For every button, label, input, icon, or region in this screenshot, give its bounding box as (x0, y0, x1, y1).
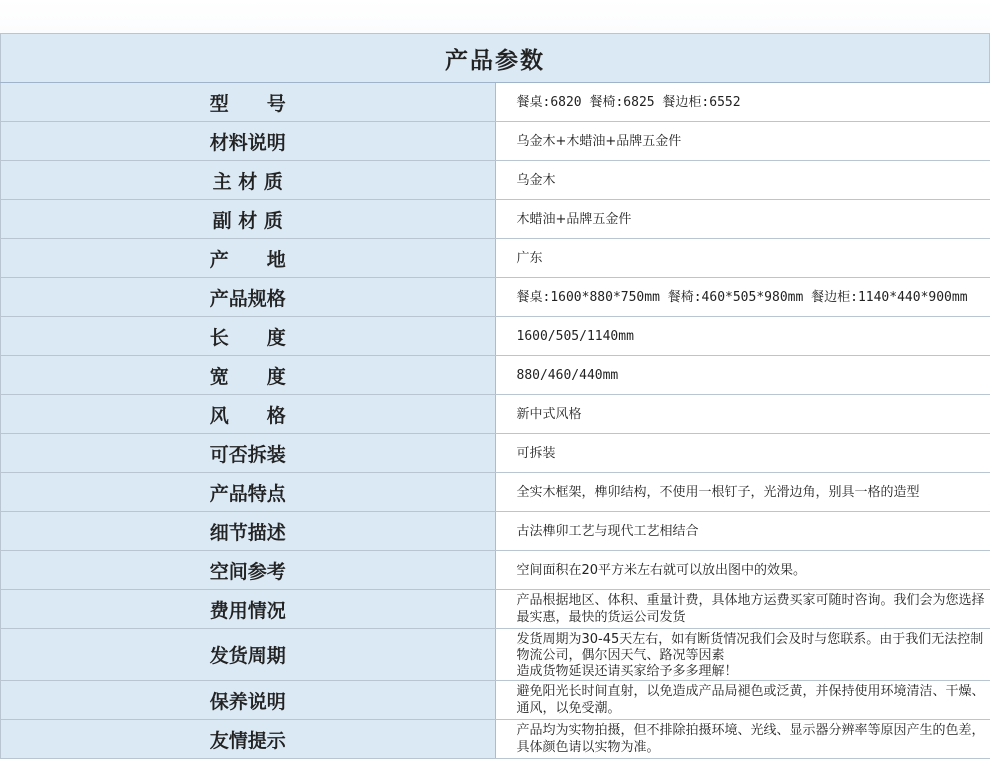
table-row (1, 512, 990, 551)
param-label (1, 200, 496, 239)
param-value-line: 发货周期为30-45天左右，如有断货情况我们会及时与您联系。由于我们无法控制物流公司，偶尔因天气、路况等因素 (516, 632, 984, 663)
param-value: 广东 (495, 239, 990, 278)
param-label (1, 512, 496, 551)
table-row (1, 473, 990, 512)
table-row (1, 239, 990, 278)
param-value: 880/460/440mm (495, 356, 990, 395)
param-label-text: 费用情况 (209, 599, 286, 622)
param-value: 全实木框架，榫卯结构，不使用一根钉子，光滑边角，别具一格的造型 (495, 473, 990, 512)
param-value: 乌金木 (495, 161, 990, 200)
param-value: 古法榫卯工艺与现代工艺相结合 (495, 512, 990, 551)
param-label (1, 239, 496, 278)
param-label (1, 590, 496, 629)
param-value: 产品根据地区、体积、重量计费，具体地方运费买家可随时咨询。我们会为您选择最实惠，最快的货运公司发货 (495, 590, 990, 629)
table-row (1, 317, 990, 356)
table-row (1, 434, 990, 473)
param-label (1, 395, 496, 434)
table-row (1, 395, 990, 434)
param-value: 木蜡油+品牌五金件 (495, 200, 990, 239)
table-row (1, 629, 990, 681)
param-label-text: 空间参考 (209, 560, 286, 583)
table-row (1, 200, 990, 239)
param-value: 空间面积在20平方米左右就可以放出图中的效果。 (495, 551, 990, 590)
table-row (1, 122, 990, 161)
param-label-text: 长 度 (209, 326, 286, 349)
param-label (1, 83, 496, 122)
param-label (1, 551, 496, 590)
top-spacer (0, 0, 990, 33)
param-value: 1600/505/1140mm (495, 317, 990, 356)
page-title: 产品参数 (1, 34, 990, 83)
param-value: 乌金木+木蜡油+品牌五金件 (495, 122, 990, 161)
param-value: 餐桌:6820 餐椅:6825 餐边柜:6552 (495, 83, 990, 122)
param-label-text: 产品特点 (209, 482, 286, 505)
param-label-text: 发货周期 (209, 645, 286, 667)
table-row (1, 356, 990, 395)
param-label (1, 278, 496, 317)
param-label-text: 产品规格 (209, 287, 286, 310)
param-value: 避免阳光长时间直射，以免造成产品局褪色或泛黄，并保持使用环境清洁、干燥、通风，以免受潮。 (495, 681, 990, 720)
param-label-text: 产 地 (209, 248, 286, 271)
param-label (1, 317, 496, 356)
table-row (1, 161, 990, 200)
param-value-line: 造成货物延误还请买家给予多多理解！ (516, 664, 738, 679)
param-label (1, 629, 496, 681)
param-label-text: 型 号 (209, 92, 286, 115)
param-value: 新中式风格 (495, 395, 990, 434)
param-label-text: 材料说明 (209, 131, 286, 154)
param-label (1, 473, 496, 512)
param-value: 产品均为实物拍摄，但不排除拍摄环境、光线、显示器分辨率等原因产生的色差，具体颜色请以实物为准。 (495, 720, 990, 759)
param-label-text: 保养说明 (209, 690, 286, 713)
param-label (1, 720, 496, 759)
table-row (1, 83, 990, 122)
param-label-text: 副 材 质 (212, 209, 283, 232)
table-row (1, 278, 990, 317)
table-row (1, 720, 990, 759)
param-label-text: 细节描述 (209, 521, 286, 544)
param-value (495, 629, 990, 681)
param-label-text: 友情提示 (209, 729, 286, 752)
param-value: 餐桌:1600*880*750mm 餐椅:460*505*980mm 餐边柜:1140*440*900mm (495, 278, 990, 317)
param-value: 可拆装 (495, 434, 990, 473)
table-row (1, 551, 990, 590)
product-params-table (0, 33, 990, 759)
table-row (1, 590, 990, 629)
param-label (1, 161, 496, 200)
param-label-text: 宽 度 (209, 365, 286, 388)
param-label-text: 可否拆装 (209, 443, 286, 466)
param-label (1, 122, 496, 161)
param-label (1, 356, 496, 395)
table-title-row (1, 34, 990, 83)
table-row (1, 681, 990, 720)
param-label (1, 681, 496, 720)
param-label (1, 434, 496, 473)
param-label-text: 风 格 (209, 404, 286, 427)
param-label-text: 主 材 质 (212, 170, 283, 193)
